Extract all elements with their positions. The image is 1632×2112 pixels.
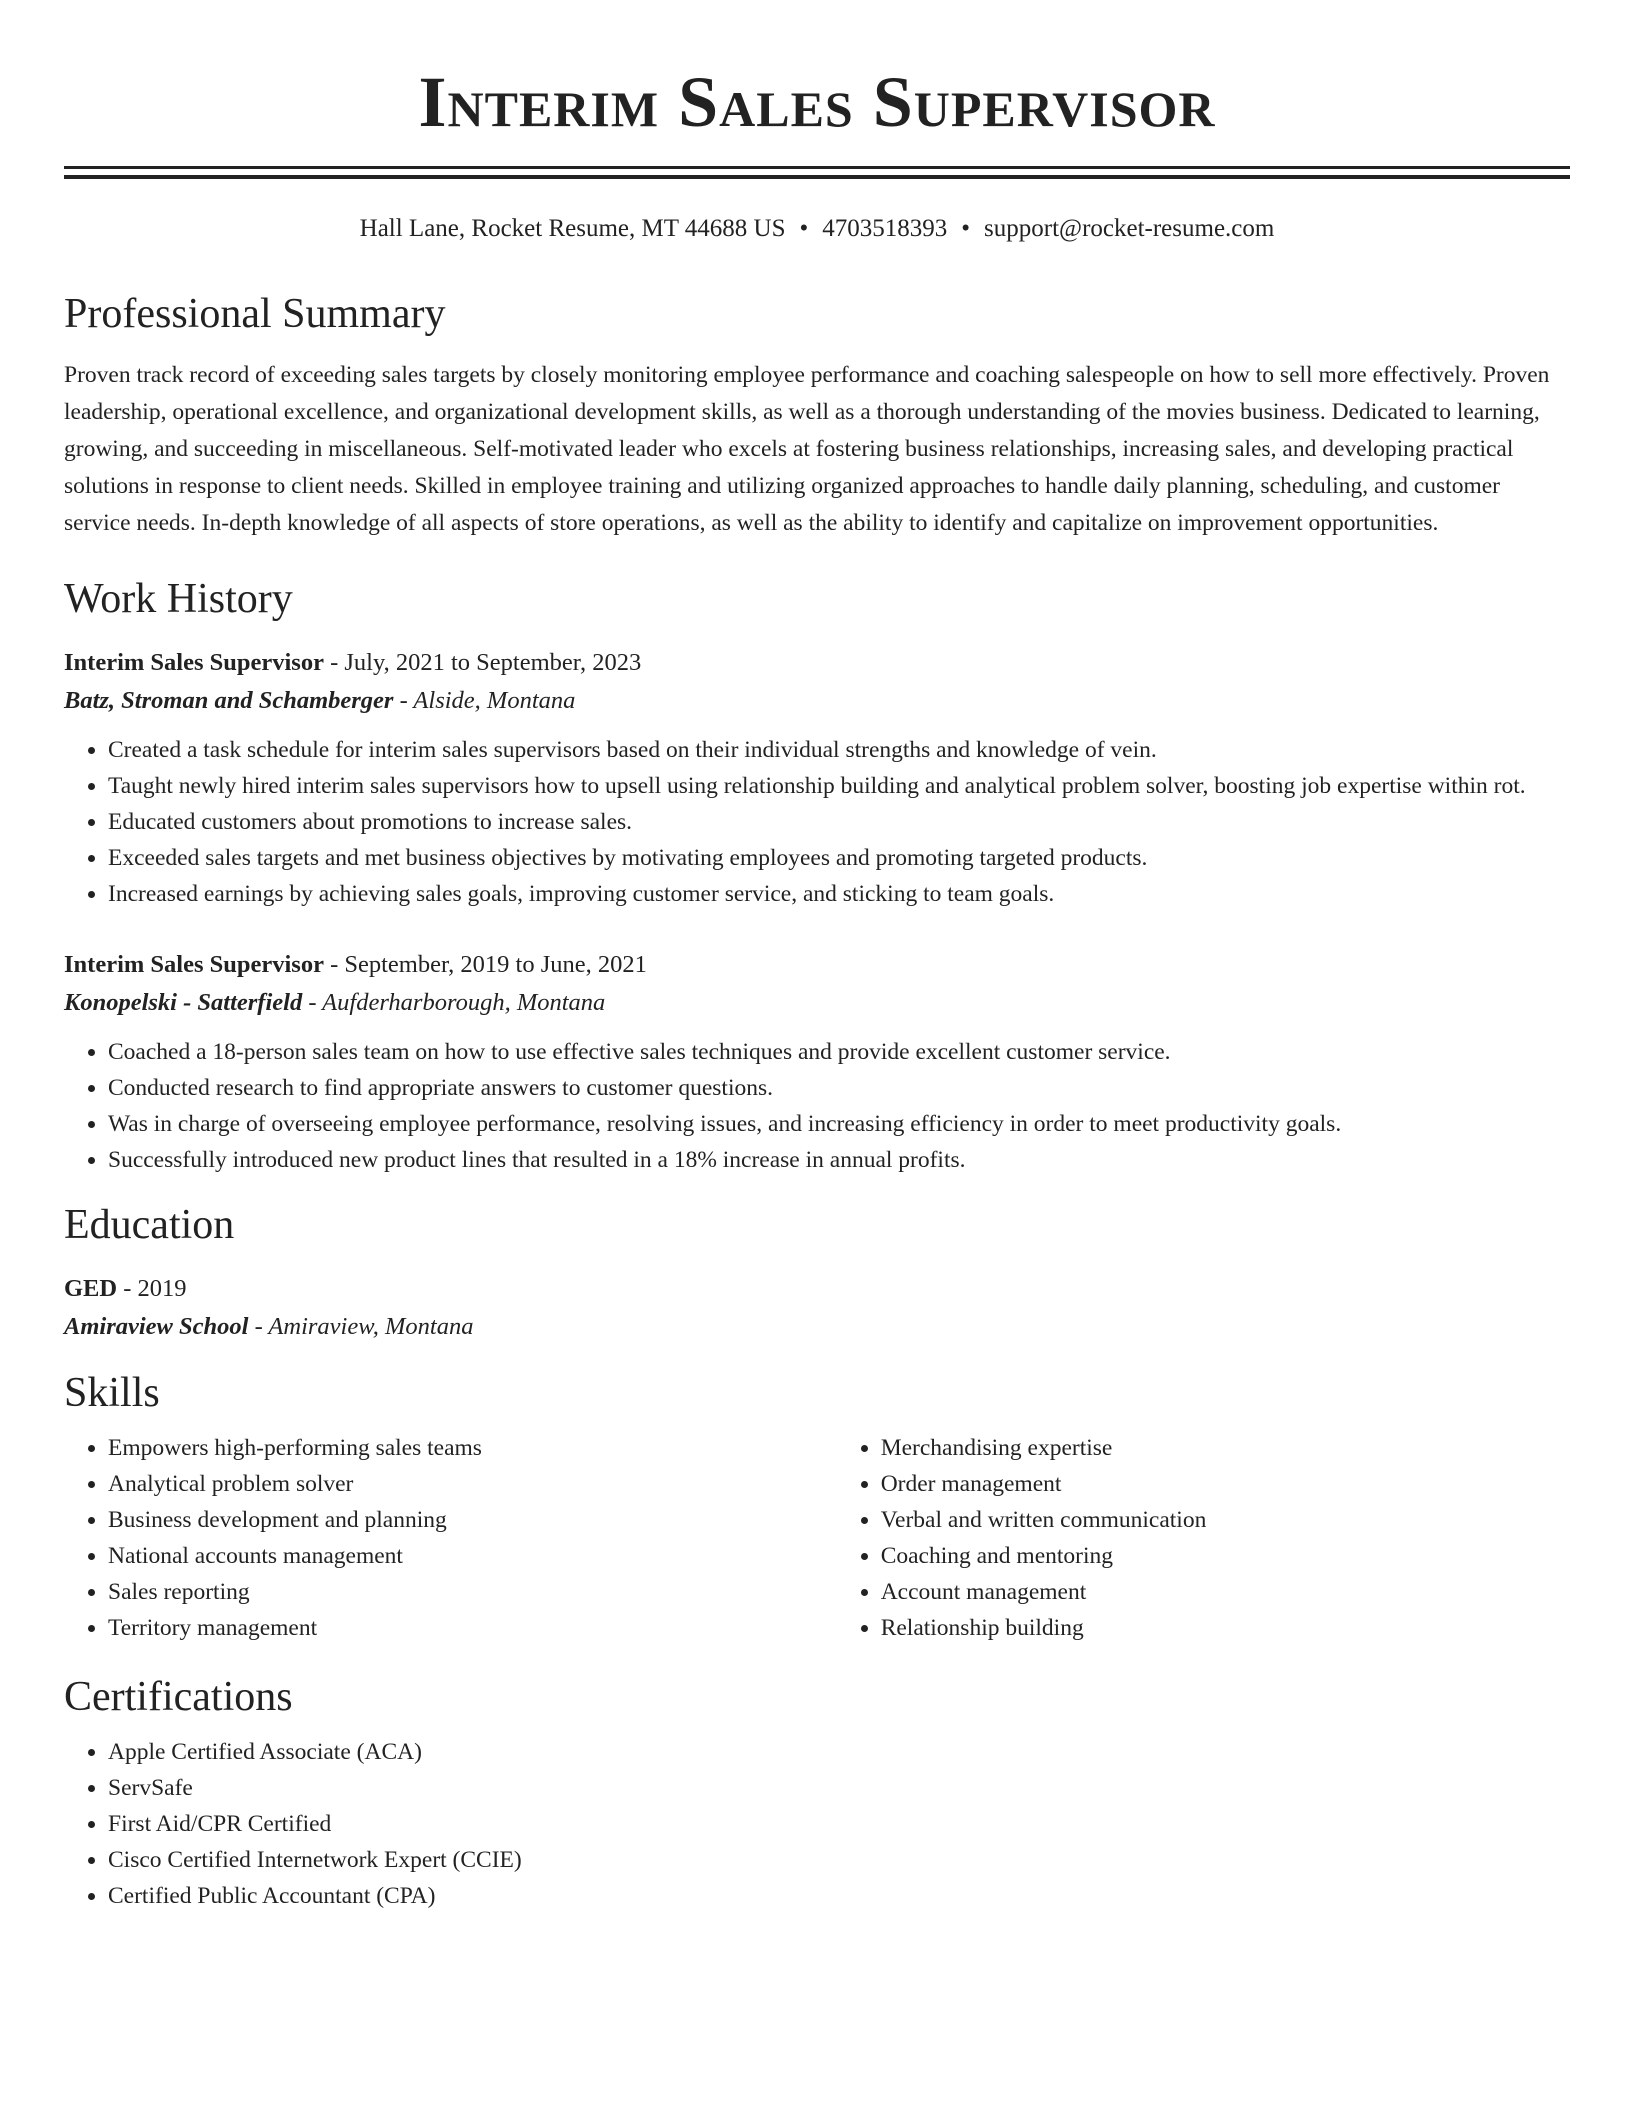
job-bullet: • Educated customers about promotions to increase sales. [108,804,1570,840]
summary-text: Proven track record of exceeding sales targets by closely monitoring employee performance and coaching salespeople on how to sell more effectively. Proven leadership, operational excellence, and organizational development skills, as well as a thorough understanding of the movies business. Dedicated to learning, growing, and succeeding in miscellaneous. Self-motivated leader who excels at fostering business relationships, increasing sales, and developing practical solutions in response to client needs. Skilled in employee training and utilizing organized approaches to handle daily planning, scheduling, and customer service needs. In-depth knowledge of all aspects of store operations, as well as the ability to identify and capitalize on improvement opportunities. [64,362,1550,536]
skill-item: • Sales reporting [108,1574,837,1610]
skill-item: • Relationship building [881,1610,1570,1646]
job-bullet-list [64,1034,1570,1178]
skill-item: • Account management [881,1574,1570,1610]
job-dates: - July, 2021 to September, 2023 [323,649,642,676]
job-location: - Aufderharborough, Montana [302,989,606,1016]
education-entry [64,1270,1570,1346]
job-title: Interim Sales Supervisor [64,951,324,978]
education-school-line [64,1308,1570,1346]
contact-email: support@rocket-resume.com [984,215,1275,242]
job-bullet: • Conducted research to find appropriate answers to customer questions. [108,1070,1570,1106]
skill-item: • National accounts management [108,1538,837,1574]
job-company-line [64,682,1570,720]
certifications-section [64,1672,1570,1914]
contact-line [64,213,1570,245]
header-divider-top [64,166,1570,169]
education-location: - Amiraview, Montana [248,1313,474,1340]
skill-item: • Verbal and written communication [881,1502,1570,1538]
job-bullet: • Successfully introduced new product lines that resulted in a 18% increase in annual profits. [108,1142,1570,1178]
job-company: Batz, Stroman and Schamberger [64,687,394,714]
job-company-line [64,984,1570,1022]
summary-heading: Professional Summary [64,291,446,337]
certifications-list [64,1734,1570,1914]
contact-address: Hall Lane, Rocket Resume, MT 44688 US [359,215,786,242]
resume-name-title: Interim Sales Supervisor [418,62,1216,142]
certification-item: • Cisco Certified Internetwork Expert (CCIE) [108,1842,1570,1878]
job-bullet: • Exceeded sales targets and met business objectives by motivating employees and promoting targeted products. [108,840,1570,876]
job-bullet: • Coached a 18-person sales team on how to use effective sales techniques and provide excellent customer service. [108,1034,1570,1070]
job-title-line [64,644,1570,682]
header-divider-bottom [64,175,1570,179]
certifications-heading: Certifications [64,1674,293,1720]
skill-item: • Territory management [108,1610,837,1646]
job-bullet: • Taught newly hired interim sales supervisors how to upsell using relationship building and analytical problem solver, boosting job expertise within rot. [108,768,1570,804]
education-heading: Education [64,1202,235,1248]
job-bullet: • Created a task schedule for interim sales supervisors based on their individual strengths and knowledge of vein. [108,732,1570,768]
job-bullet: • Was in charge of overseeing employee performance, resolving issues, and increasing efficiency in order to meet productivity goals. [108,1106,1570,1142]
job-bullet-list [64,732,1570,912]
job-dates: - September, 2019 to June, 2021 [323,951,647,978]
work-history-heading: Work History [64,576,293,622]
resume-page [64,0,1570,1914]
education-school: Amiraview School [64,1313,249,1340]
job-company: Konopelski - Satterfield [64,989,303,1016]
skill-item: • Order management [881,1466,1570,1502]
work-history-section [64,574,1570,1178]
job-entry [64,946,1570,1178]
contact-separator: • [961,215,971,242]
job-bullet: • Increased earnings by achieving sales goals, improving customer service, and sticking to team goals. [108,876,1570,912]
contact-phone: 4703518393 [822,215,948,242]
skill-item: • Empowers high-performing sales teams [108,1430,837,1466]
job-entry [64,644,1570,912]
education-degree: GED [64,1275,118,1302]
skills-list-right [837,1430,1570,1646]
skills-columns [64,1430,1570,1646]
education-year: - 2019 [117,1275,187,1302]
certification-item: • ServSafe [108,1770,1570,1806]
summary-section [64,289,1570,542]
certification-item: • First Aid/CPR Certified [108,1806,1570,1842]
skill-item: • Business development and planning [108,1502,837,1538]
skill-item: • Analytical problem solver [108,1466,837,1502]
skills-section [64,1368,1570,1646]
skills-list-left [64,1430,837,1646]
education-degree-line [64,1270,1570,1308]
skill-item: • Coaching and mentoring [881,1538,1570,1574]
job-title: Interim Sales Supervisor [64,649,324,676]
skill-item: • Merchandising expertise [881,1430,1570,1466]
contact-separator: • [799,215,809,242]
skills-heading: Skills [64,1370,160,1416]
education-section [64,1200,1570,1346]
job-title-line [64,946,1570,984]
certification-item: • Certified Public Accountant (CPA) [108,1878,1570,1914]
certification-item: • Apple Certified Associate (ACA) [108,1734,1570,1770]
job-location: - Alside, Montana [393,687,576,714]
